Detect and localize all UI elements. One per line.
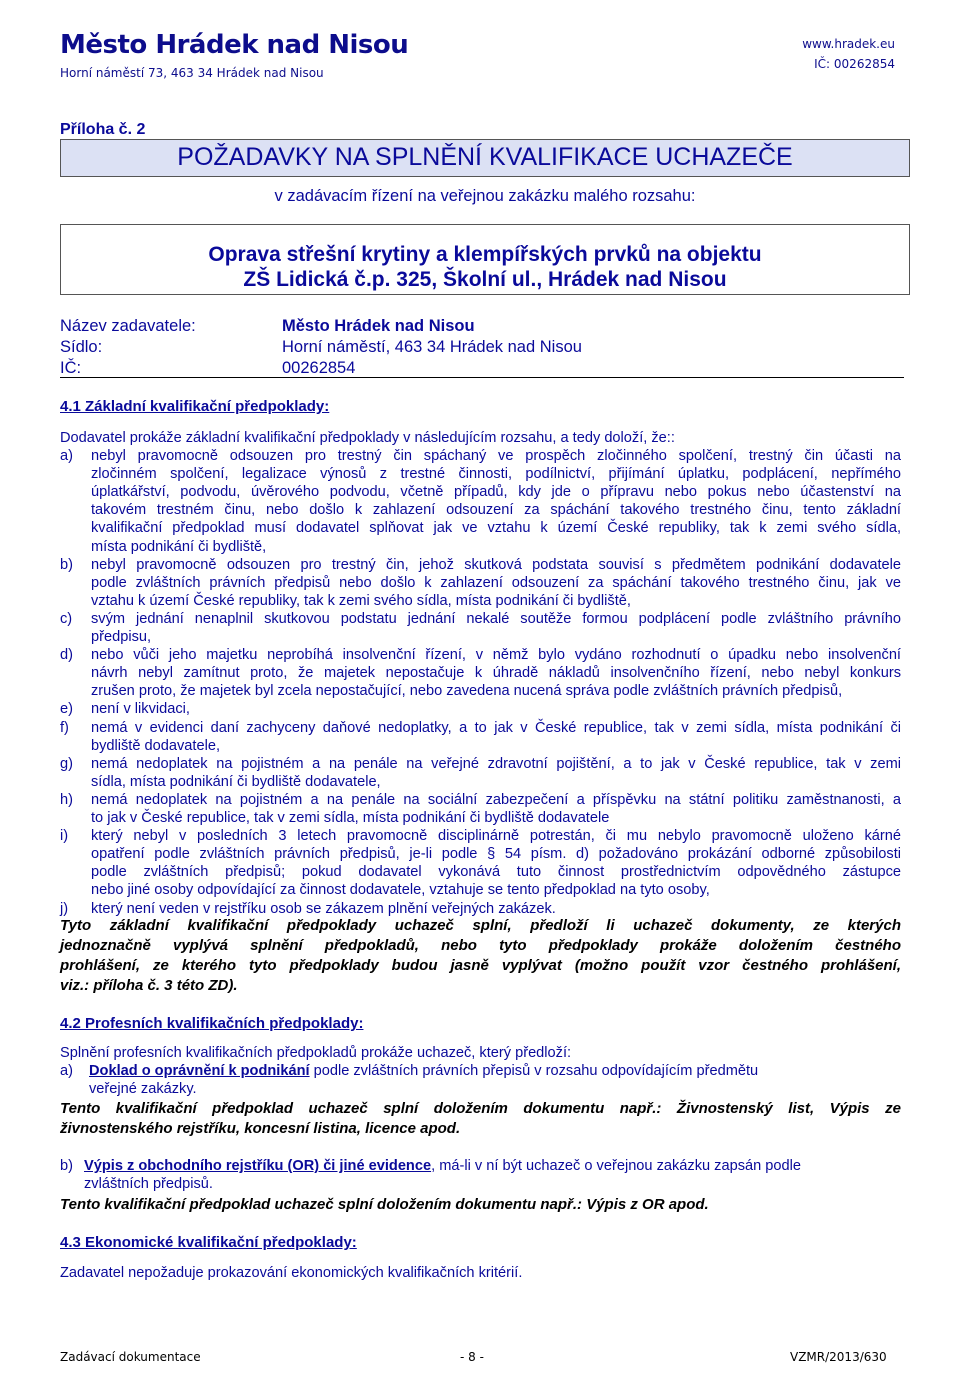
list-item-label: c)	[60, 610, 73, 627]
info-seat-label: Sídlo:	[60, 338, 103, 356]
attachment-label: Příloha č. 2	[60, 121, 146, 138]
list-item-line: zrušen proto, že majetek byl zcela nepostačující, nebo zavedena nucená správa podle zvláštních právních předpisů,	[91, 683, 843, 700]
list-item-line: nemá nedoplatek na pojistném a na penále na veřejné zdravotní pojištění, a to jak v České republice, tak v zemi	[91, 755, 901, 772]
list-item-line: není v likvidaci,	[91, 701, 190, 718]
footer-page-number: - 8 -	[460, 1350, 484, 1364]
item-b-line-2: zvláštních předpisů.	[84, 1176, 213, 1192]
list-item-line: předpisu,	[91, 629, 152, 645]
list-item-line: který není veden v rejstříku osob se zákazem plnění veřejných zakázek.	[91, 900, 556, 917]
info-name-value: Město Hrádek nad Nisou	[282, 317, 475, 335]
list-item-line: podle zvláštních právních předpisů nebo došlo k zahlazení odsouzení za spáchání takového trestného činu, jak ve	[91, 574, 901, 591]
section-4-1-intro: Dodavatel prokáže základní kvalifikační předpoklady v následujícím rozsahu, a tedy doloží, že::	[60, 430, 675, 446]
list-item-line: nemá nedoplatek na pojistném a na penále na sociální zabezpečení a příspěvku na státní politiku zaměstnanosti, a	[91, 791, 901, 808]
summary-line: viz.: příloha č. 3 této ZD).	[60, 977, 238, 994]
item-a-note-line-2: živnostenského rejstříku, koncesní listina, licence apod.	[60, 1120, 461, 1137]
info-seat-value: Horní náměstí, 463 34 Hrádek nad Nisou	[282, 338, 582, 356]
divider	[60, 377, 904, 378]
city-address: Horní náměstí 73, 463 34 Hrádek nad Nisou	[60, 66, 324, 80]
item-a-rest: podle zvláštních právních přepisů v rozsahu odpovídajícím předmětu	[309, 1063, 759, 1079]
list-item-label: e)	[60, 701, 73, 718]
list-item-label: b)	[60, 556, 73, 573]
section-4-3-text: Zadavatel nepožaduje prokazování ekonomických kvalifikačních kritérií.	[60, 1265, 523, 1281]
list-item-line: kvalifikační předpoklad musí dodavatel splňovat jak ve vztahu k území České republiky, tak k zemi svého sídla,	[91, 520, 901, 537]
footer-right: VZMR/2013/630	[790, 1350, 887, 1364]
item-b-note: Tento kvalifikační předpoklad uchazeč splní doložením dokumentu např.: Výpis z OR apod.	[60, 1196, 709, 1213]
page-title: POŽADAVKY NA SPLNĚNÍ KVALIFIKACE UCHAZEČE	[177, 143, 793, 171]
section-4-2-heading: 4.2 Profesních kvalifikačních předpoklady:	[60, 1015, 364, 1032]
list-item-label: a)	[60, 448, 73, 464]
list-item-line: sídla, místa podnikání či bydliště dodavatele,	[91, 773, 381, 790]
section-4-1-heading: 4.1 Základní kvalifikační předpoklady:	[60, 398, 330, 415]
item-b-bold: Výpis z obchodního rejstříku (OR) či jiné evidence	[84, 1158, 432, 1174]
footer-left: Zadávací dokumentace	[60, 1350, 201, 1364]
project-title-line-1: Oprava střešní krytiny a klempířských prvků na objektu	[208, 243, 762, 266]
list-item-line: vztahu k území České republiky, tak k zemi svého sídla, místa podnikání či bydliště,	[91, 592, 631, 609]
item-b-rest: , má-li v ní být uchazeč o veřejnou zakázku zapsán podle	[431, 1158, 802, 1174]
list-item-label: h)	[60, 791, 73, 808]
header-ic: IČ: 00262854	[814, 57, 895, 71]
summary-line: jednoznačně vyplývá splnění předpokladů, nebo tyto předpoklady prokáže doložením čestného	[60, 937, 901, 954]
item-a-bold: Doklad o oprávnění k podnikání	[89, 1063, 310, 1079]
list-item-line: nebyl pravomocně odsouzen pro trestný čin spáchaný ve prospěch zločinného spolčení, trestný čin účasti na	[91, 448, 901, 464]
list-item-line: místa podnikání či bydliště,	[91, 538, 267, 555]
item-a-label: a)	[60, 1063, 73, 1079]
list-item-line: takovém trestném činu, nebo došlo k zahlazení odsouzení za spáchání takového trestného činu, tento základní	[91, 502, 901, 519]
item-a-note-line-1: Tento kvalifikační předpoklad uchazeč splní doložením dokumentu např.: Živnostenský list, Výpis ze	[60, 1100, 901, 1117]
info-ic-label: IČ:	[60, 359, 82, 377]
item-a-text	[89, 1063, 758, 1079]
summary-line: Tyto základní kvalifikační předpoklady uchazeč splní, předloží li uchazeč dokumenty, ze kterých	[60, 917, 901, 934]
info-ic-value: 00262854	[282, 359, 356, 377]
city-name: Město Hrádek nad Nisou	[60, 30, 409, 60]
section-4-3-heading: 4.3 Ekonomické kvalifikační předpoklady:	[60, 1234, 357, 1251]
list-item-line: úplatkářství, podvodu, úvěrového podvodu, včetně případů, kdy jde o přípravu nebo pokus nebo účastenství na	[91, 484, 901, 501]
section-4-2-intro: Splnění profesních kvalifikačních předpokladů prokáže uchazeč, který předloží:	[60, 1045, 572, 1061]
page-subtitle: v zadávacím řízení na veřejnou zakázku malého rozsahu:	[274, 187, 696, 205]
list-item-line: nebo vůči jeho majetku neprobíhá insolvenční řízení, v němž bylo vydáno rozhodnutí o úpadku nebo insolvenční	[91, 647, 901, 664]
list-item-label: g)	[60, 755, 73, 772]
project-title-line-2: ZŠ Lidická č.p. 325, Školní ul., Hrádek nad Nisou	[243, 268, 727, 291]
list-item-label: j)	[60, 900, 69, 917]
list-item-line: nebo jiné osoby odpovídající za činnost dodavatele, vztahuje se tento předpoklad na tyto osoby,	[91, 882, 710, 899]
list-item-line: svým jednání nenaplnil skutkovou podstatu jednání nekalé soutěže formou podplácení podle zvláštního právního	[91, 610, 901, 627]
info-name-label: Název zadavatele:	[60, 317, 196, 335]
list-item-line: návrh nebyl zamítnut proto, že majetek nepostačuje k úhradě nákladů insolvenčního řízení, nebo nebyl konkurs	[91, 665, 901, 682]
website-link[interactable]: www.hradek.eu	[802, 37, 895, 51]
list-item-line: nemá v evidenci daní zachyceny daňové nedoplatky, a to jak v České republice, tak v zemi sídla, místa podnikání či	[91, 719, 901, 736]
list-item-label: d)	[60, 647, 73, 664]
list-item-line: opatření podle zvláštních právních předpisů, je-li podle § 54 písm. d) požadováno prokázání odborné způsobilosti	[91, 846, 901, 863]
list-item-line: bydliště dodavatele,	[91, 737, 220, 754]
item-a-line-2: veřejné zakázky.	[89, 1081, 197, 1097]
list-item-line: zločinném spolčení, legalizace výnosů z trestné činnosti, podílnictví, přijímání úplatku, podplácení, nepřímého	[91, 466, 901, 483]
list-item-label: f)	[60, 719, 69, 736]
list-item-label: i)	[60, 828, 69, 845]
list-item-line: to jak v České republice, tak v zemi sídla, místa podnikání či bydliště dodavatele	[91, 810, 610, 826]
list-item-line: který nebyl v posledních 3 letech pravomocně disciplinárně potrestán, či mu nebylo pravomocně uloženo kárné	[91, 828, 901, 845]
item-b-label: b)	[60, 1158, 73, 1174]
list-item-line: nebyl pravomocně odsouzen pro trestný čin, jehož skutková podstata souvisí s předmětem podnikání dodavatele	[91, 556, 901, 573]
summary-line: prohlášení, ze kterého tyto předpoklady budou jasně vyplývat (možno použít vzor čestného prohlášení,	[60, 957, 901, 974]
list-item-line: podle zvláštních předpisů; pokud dodavatel vykonává tuto činnost prostřednictvím odpovědného zástupce	[91, 864, 901, 881]
item-b-text	[84, 1158, 801, 1174]
